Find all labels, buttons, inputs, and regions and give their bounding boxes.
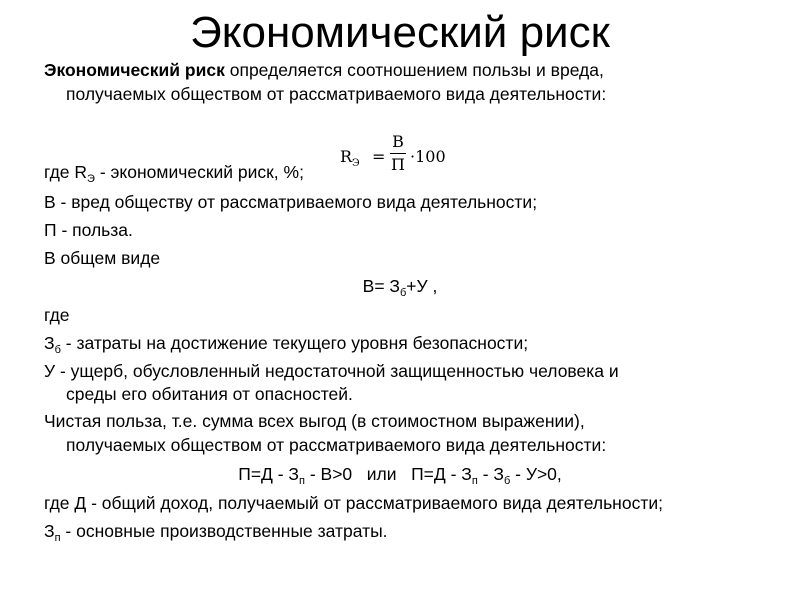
fraction-bar (390, 153, 406, 154)
general-form-label: В общем виде (44, 248, 161, 268)
slide-title: Экономический риск (190, 8, 610, 57)
def-safety-costs: $З_б$ - затраты на достижение текущего уровня безопасности; (44, 333, 529, 356)
net-benefit-line-1: Чистая польза, т.е. сумма всех выгод (в стоимостном выражении), (44, 411, 585, 431)
where-label: где (44, 305, 70, 325)
formula-multiplier: ·100 (410, 147, 446, 166)
intro-line-1 (44, 60, 604, 81)
intro-line-2: получаемых обществом от рассматриваемого вида деятельности: (66, 84, 607, 104)
formula-fraction (390, 133, 406, 174)
def-benefit: П - польза. (44, 220, 133, 240)
harm-formula: $В= З_б+У$ , (362, 276, 438, 299)
net-benefit-formula: $П=Д - З_п - В>0$ или $П=Д - З_п - З_б - У>0$, (238, 464, 562, 487)
def-production-costs: $З_п$ - основные производственные затраты. (44, 521, 388, 544)
def-damage-line-1: У - ущерб, обусловленный недостаточной защищенностью человека и (44, 361, 619, 381)
where-risk-line: где $R_Э$ - экономический риск, %; (44, 162, 304, 185)
formula-numerator: В (392, 132, 404, 151)
formula-equals: = (372, 147, 386, 166)
formula-lhs: $R_Э$ (340, 147, 360, 169)
risk-symbol: R (74, 162, 88, 182)
net-benefit-line-2: получаемых обществом от рассматриваемого вида деятельности: (66, 435, 607, 455)
formula-denominator: П (391, 155, 405, 174)
def-income: где Д - общий доход, получаемый от рассматриваемого вида деятельности; (44, 493, 663, 513)
def-harm: В - вред обществу от рассматриваемого вида деятельности; (44, 192, 538, 212)
intro-text: определяется соотношением пользы и вреда, (224, 60, 604, 80)
def-damage-line-2: среды его обитания от опасностей. (66, 384, 353, 404)
intro-term: Экономический риск (44, 60, 225, 80)
